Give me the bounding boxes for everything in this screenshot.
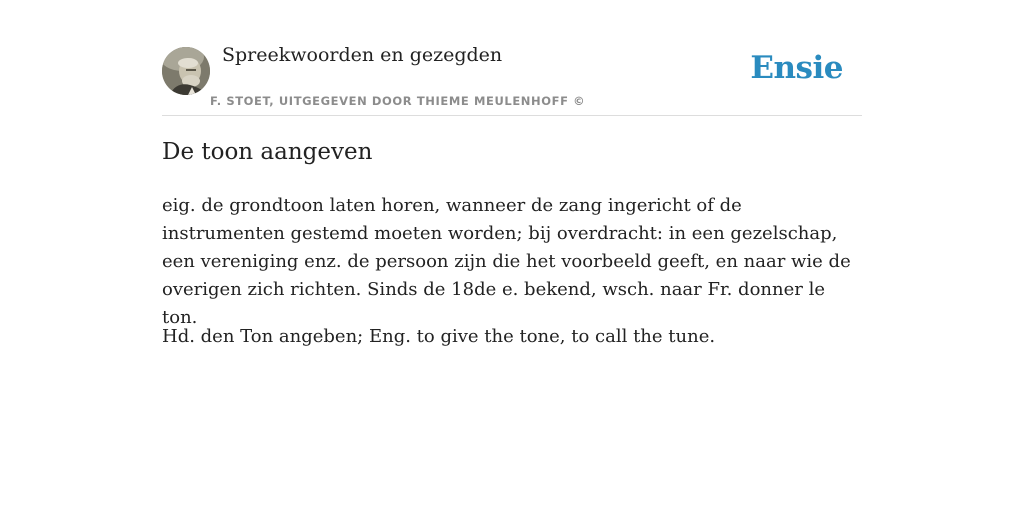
entry-paragraph: eig. de grondtoon laten horen, wanneer de zang ingericht of de instrumenten gestemd moeten worden; bij overdracht: in een gezelschap, een vereniging enz. de persoon zijn die het voorbeeld geeft, en naar wie de overigen zich richten. Sinds de 18de e. bekend, wsch. naar Fr. donner le ton. [162,195,851,328]
source-title[interactable]: Spreekwoorden en gezegden [222,44,503,66]
author-portrait-icon [162,47,210,95]
entry-card [162,0,862,347]
entry-title: De toon aangeven [162,139,373,165]
entry-paragraph: Hd. den Ton angeben; Eng. to give the tone, to call the tune. [162,326,716,347]
source-credit: F. STOET, UITGEGEVEN DOOR THIEME MEULENHOFF © [210,94,586,108]
ensie-logo[interactable]: Ensie [750,50,843,86]
source-header [162,0,862,116]
author-avatar[interactable] [162,47,210,95]
